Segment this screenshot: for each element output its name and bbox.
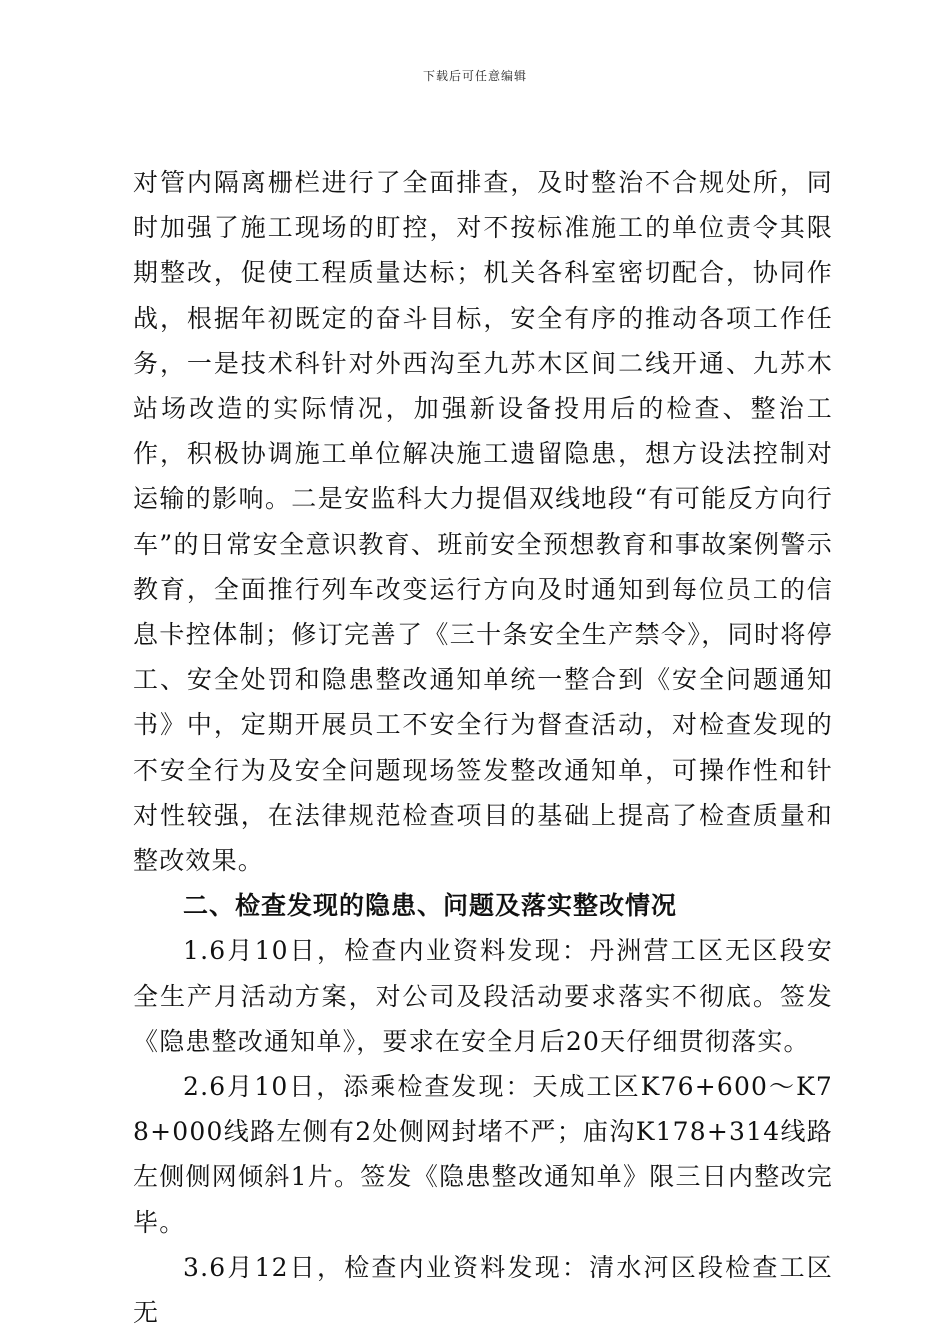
list-item: 1.6月10日，检查内业资料发现：丹洲营工区无区段安全生产月活动方案，对公司及段活动要求落实不彻底。签发《隐患整改通知单》，要求在安全月后20天仔细贯彻落实。 (133, 936, 833, 1056)
list-item: 3.6月12日，检查内业资料发现：清水河区段检查工区无 (133, 1252, 833, 1328)
page-header-note: 下载后可任意编辑 (422, 69, 527, 83)
body-paragraph: 对管内隔离栅栏进行了全面排查，及时整治不合规处所，同时加强了施工现场的盯控，对不按标准施工的单位责令其限期整改，促使工程质量达标；机关各科室密切配合，协同作战，根据年初既定的奋斗目标，安全有序的推动各项工作任务，一是技术科针对外西沟至九苏木区间二线开通、九苏木站场改造的实际情况，加强新设备投用后的检查、整治工作，积极协调施工单位解决施工遗留隐患，想方设法控制对运输的影响。二是安监科大力提倡双线地段“有可能反方向行车”的日常安全意识教育、班前安全预想教育和事故案例警示教育，全面推行列车改变运行方向及时通知到每位员工的信息卡控体制；修订完善了《三十条安全生产禁令》，同时将停工、安全处罚和隐患整改通知单统一整合到《安全问题通知书》中，定期开展员工不安全行为督查活动，对检查发现的不安全行为及安全问题现场签发整改通知单，可操作性和针对性较强，在法律规范检查项目的基础上提高了检查质量和整改效果。 (133, 168, 833, 876)
document-body (133, 160, 833, 1335)
list-item: 2.6月10日，添乘检查发现：天成工区K76+600～K78+000线路左侧有2处侧网封堵不严；庙沟K178+314线路左侧侧网倾斜1片。签发《隐患整改通知单》限三日内整改完毕。 (133, 1072, 833, 1237)
section-heading: 二、检查发现的隐患、问题及落实整改情况 (183, 891, 678, 921)
